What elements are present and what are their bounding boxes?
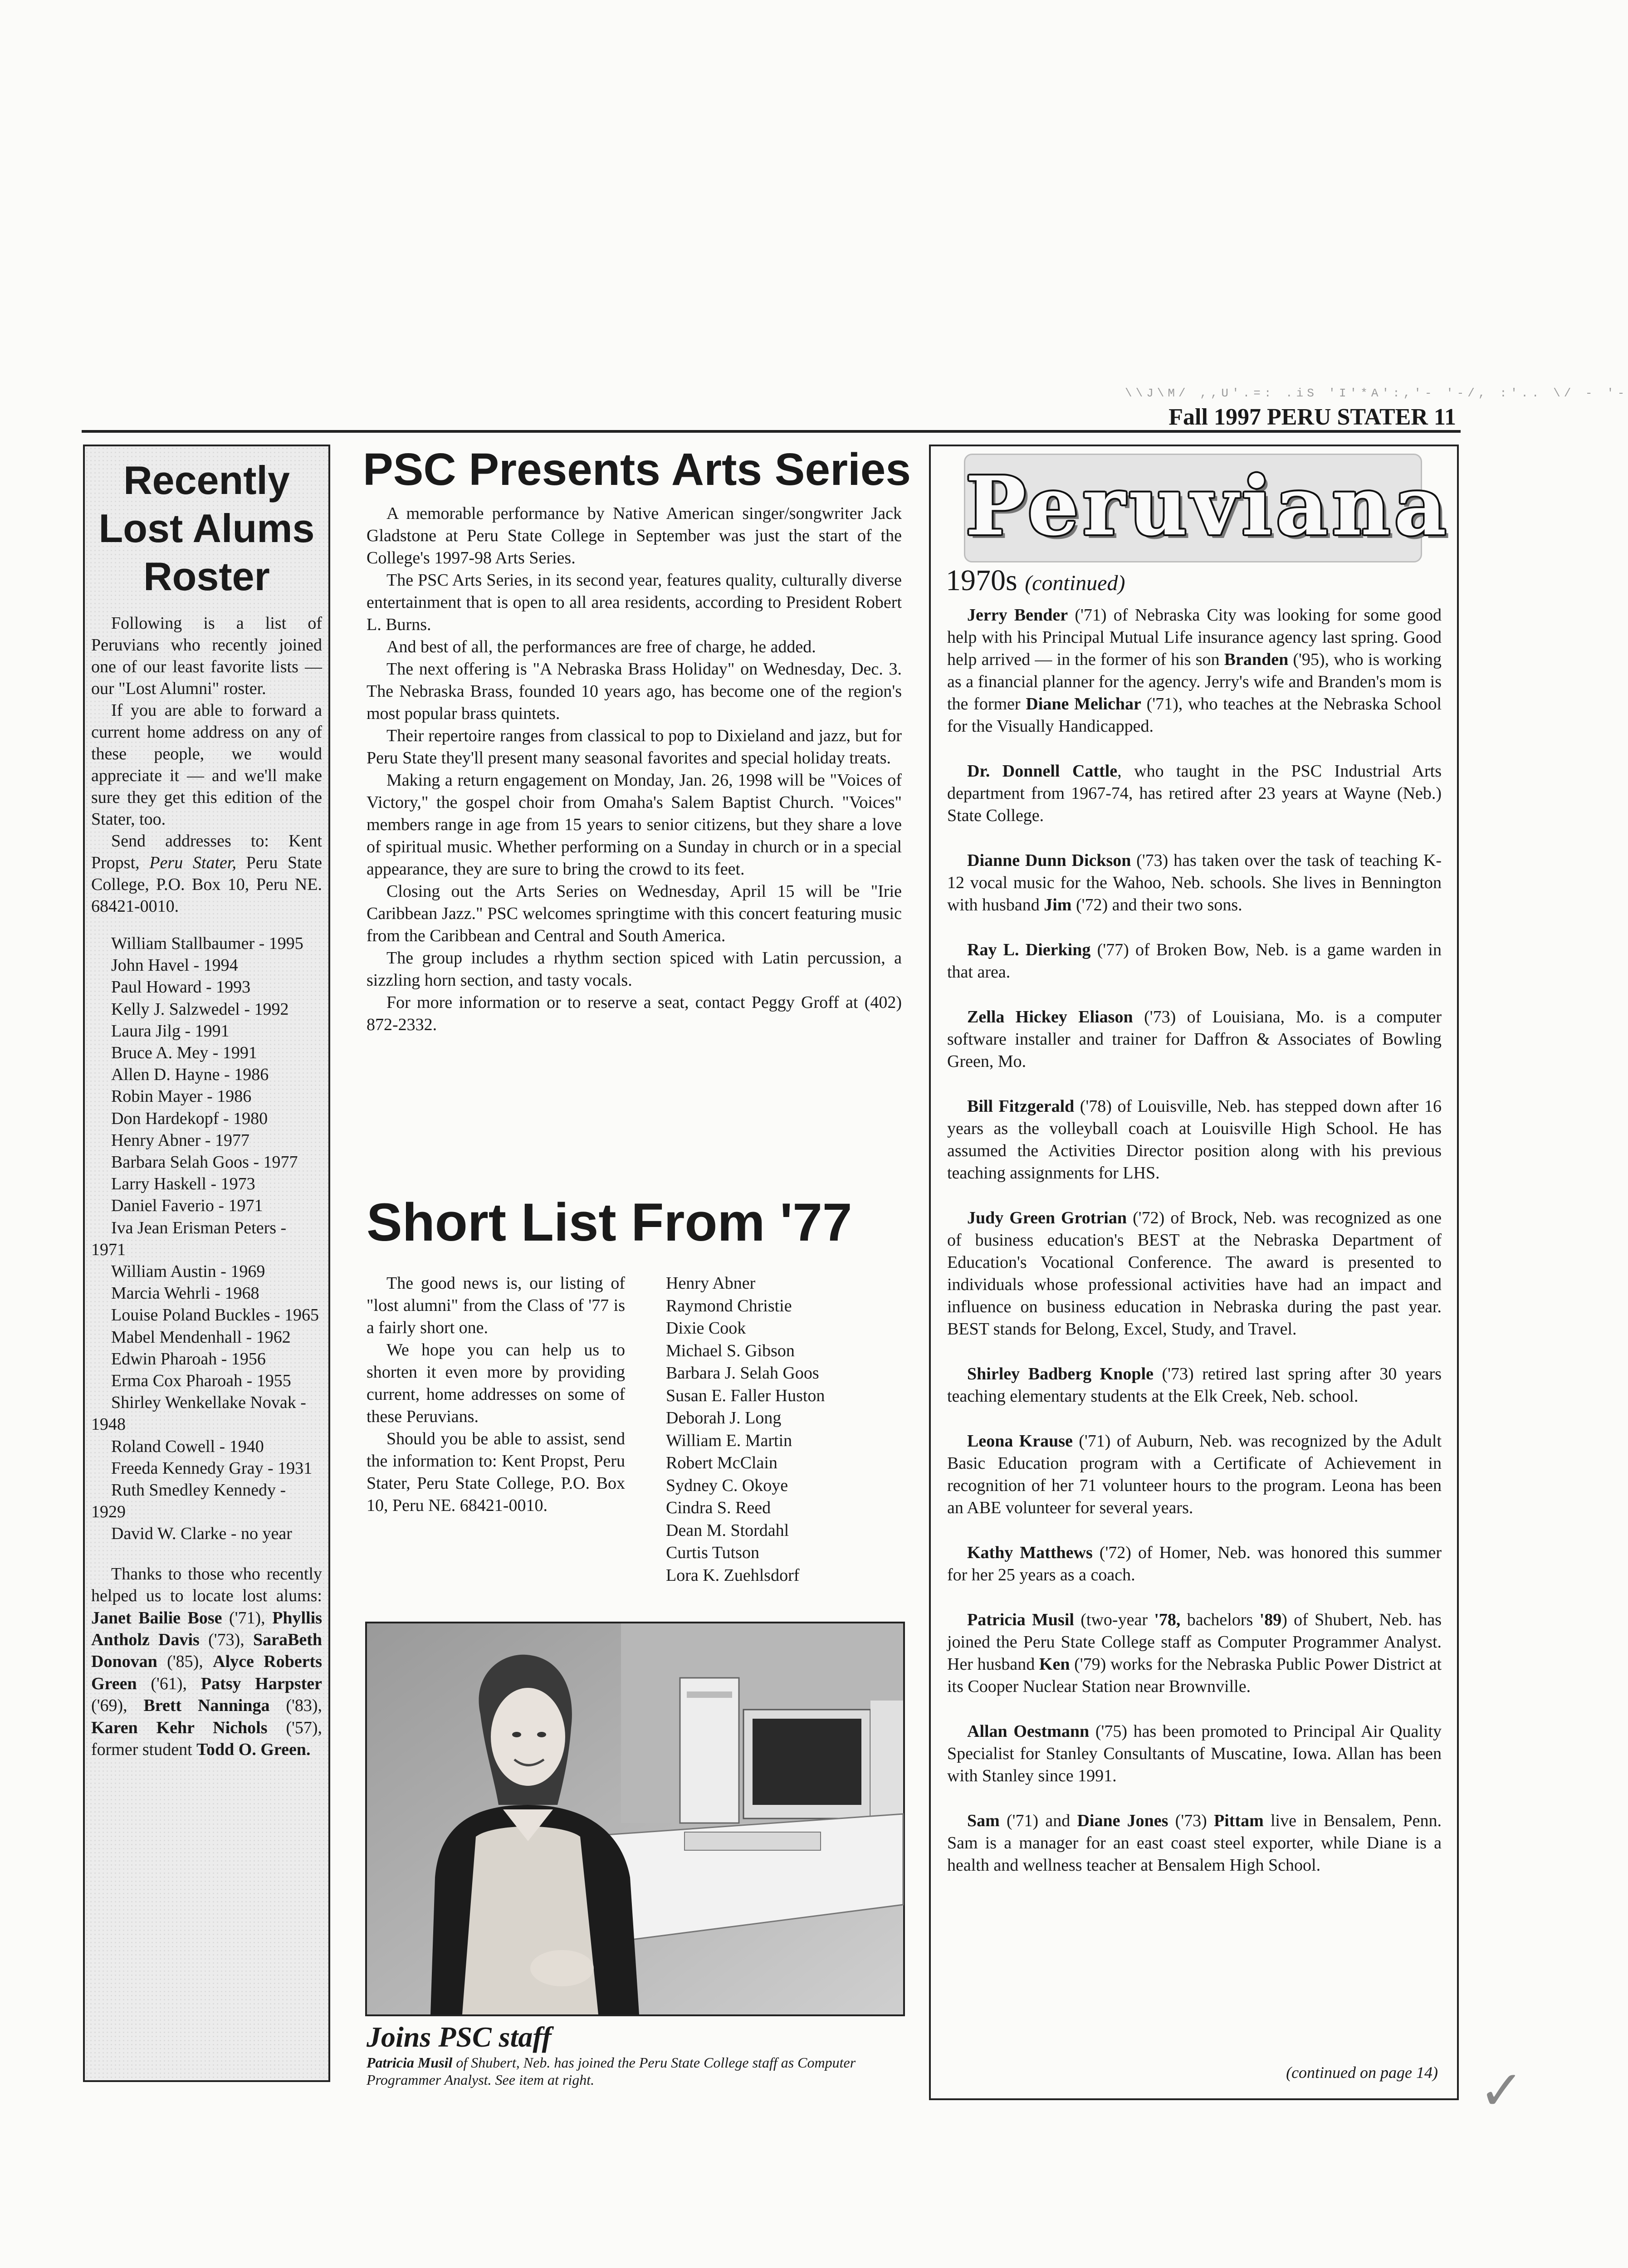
alum-name: Patricia Musil [967,1610,1074,1629]
class-of-77-name: Robert McClain [666,1453,777,1472]
alumni-note [947,1609,1442,1698]
lost-alum-entry: Barbara Selah Goos - 1977 [111,1153,298,1172]
alumni-note [947,760,1442,827]
photo-illustration [367,1623,903,2014]
lost-alum-entry: Kelly J. Salzwedel - 1992 [111,999,289,1019]
arts-series-article [367,503,902,1036]
publication-name: Peru Stater, [149,853,236,872]
note-text: , who taught in the PSC Industrial Arts department from 1967-74, has retired after 23 years at Wayne (Neb.) State College. [947,762,1442,825]
alumni-note [947,939,1442,983]
note-text: ('73) retired last spring after 30 years teaching elementary students at the Elk Creek, Neb. school. [947,1364,1442,1406]
alum-name: Alyce Roberts Green [91,1652,323,1693]
peruviana-banner [964,454,1450,562]
sidebar-title-line: Recently [123,458,290,503]
note-text: ('77) of Broken Bow, Neb. is a game warden in that area. [947,940,1442,982]
sidebar-title [91,456,322,601]
continued-note: (continued on page 14) [1286,2063,1438,2082]
note-text: live in Bensalem, Penn. Sam is a manager for an east coast steel exporter, while Diane is a health and wellness teacher at Bensalem High School. [947,1811,1442,1875]
note-text: ('73) [1168,1811,1214,1830]
short-list-paragraph: Should you be able to assist, send the information to: Kent Propst, Peru Stater, Peru State College, P.O. Box 10, Peru NE. 68421-0010. [367,1429,625,1515]
article-paragraph: Making a return engagement on Monday, Jan. 26, 1998 will be "Voices of Victory," the gospel choir from Omaha's Salem Baptist Church. "Voices" members range in age from 15 years to senior citizens, but they share a love of spiritual music. Whether performing on a Sunday in church or in a special appearance, they are sure to bring the crowd to its feet. [367,771,902,879]
alumni-note [947,604,1442,738]
alum-name: Branden [1224,650,1289,669]
alum-name: Jerry Bender [967,606,1068,625]
note-text: (two-year [1074,1610,1154,1629]
alum-name: Phyllis Antholz Davis [91,1608,322,1649]
decade-note: (continued) [1025,571,1125,595]
top-rule [82,430,1461,433]
thanks-text: ('83), [269,1696,322,1716]
alum-name: SaraBeth Donovan [91,1630,323,1672]
alum-name: Pittam [1214,1811,1264,1830]
class-of-77-name: Curtis Tutson [666,1543,759,1562]
sidebar-thanks [91,1563,322,1761]
alumni-note [947,850,1442,916]
note-text: ('71), who teaches at the Nebraska School for the Visually Handicapped. [947,694,1442,736]
arts-series-headline: PSC Presents Arts Series [363,444,911,495]
decade-heading [946,562,1125,601]
note-text: ('72) and their two sons. [1071,895,1242,914]
class-of-77-name: Barbara J. Selah Goos [666,1364,819,1383]
class-of-77-name: Sydney C. Okoye [666,1476,788,1495]
lost-alum-entry: Henry Abner - 1977 [111,1130,249,1150]
lost-alum-entry: Don Hardekopf - 1980 [111,1109,268,1128]
article-paragraph: The next offering is "A Nebraska Brass Holiday" on Wednesday, Dec. 3. The Nebraska Brass, founded 10 years ago, has become one of the region's most popular brass quintets. [367,660,902,723]
note-text: ('73) of Louisiana, Mo. is a computer software installer and trainer for Daffron & Associates of Bowling Green, Mo. [947,1007,1442,1071]
note-text: ('71) and [999,1811,1077,1830]
alum-name: '78, [1154,1610,1181,1629]
article-paragraph: Their repertoire ranges from classical to pop to Dixieland and jazz, but for Peru State they'll present many seasonal favorites and special holiday treats. [367,726,902,767]
lost-alum-entry: Roland Cowell - 1940 [111,1437,264,1456]
thanks-text: ('61), [137,1674,201,1693]
thanks-text: ('71), [222,1608,273,1628]
short-list-paragraph: The good news is, our listing of "lost alumni" from the Class of '77 is a fairly short one. [367,1274,625,1337]
alumni-note [947,1207,1442,1340]
alum-name: Zella Hickey Eliason [967,1007,1133,1026]
decade-label: 1970s [946,564,1017,597]
alumni-note [947,1721,1442,1787]
staff-photo [365,1622,905,2016]
alum-name: Shirley Badberg Knople [967,1364,1154,1383]
lost-alum-entry: Larry Haskell - 1973 [111,1174,255,1194]
alumni-note [947,1430,1442,1519]
lost-alum-entry: Shirley Wenkellake Novak - 1948 [91,1393,306,1434]
lost-alum-entry: Daniel Faverio - 1971 [111,1196,263,1216]
class-of-77-name: Deborah J. Long [666,1408,782,1427]
sidebar-paragraph: If you are able to forward a current home address on any of these people, we would appreciate it — and we'll make sure they get this edition of the Stater, too. [91,701,322,829]
alum-name: Allan Oestmann [967,1722,1090,1741]
alum-name: Judy Green Grotrian [967,1208,1127,1227]
class-of-77-name: Susan E. Faller Huston [666,1386,825,1405]
alum-name: Ken [1039,1655,1070,1674]
article-paragraph: For more information or to reserve a seat, contact Peggy Groff at (402) 872-2332. [367,993,902,1034]
address-text: Send addresses to: Kent Propst, [91,831,322,872]
thanks-text: ('57), former student [91,1718,322,1759]
lost-alum-entry: William Austin - 1969 [111,1262,265,1281]
header-speckle-text: \\J\M/ ,,U'.=: .iS 'I'*A':,'- '-/, :'.. \/ - '- [1125,386,1628,400]
thanks-text: Thanks to those who recently helped us to locate lost alums: [91,1564,322,1606]
alumni-note [947,1095,1442,1184]
sidebar-intro: Following is a list of Peruvians who recently joined one of our least favorite lists — our "Lost Alumni" roster. [91,614,322,698]
alum-name: Janet Bailie Bose [91,1608,222,1628]
note-text: ('72) of Brock, Neb. was recognized as one of business education's BEST at the Nebraska Department of Education's Vocational Conference. The award is presented to individuals whose professional activities have had an impact and influence on business education in Nebraska during the past year. BEST stands for Belong, Excel, Study, and Travel. [947,1208,1442,1339]
thanks-text: ('85), [157,1652,213,1672]
alum-name: Brett Nanninga [143,1696,270,1716]
lost-alum-entry: Bruce A. Mey - 1991 [111,1043,257,1063]
caption-name: Patricia Musil [367,2054,453,2071]
lost-alum-entry: Iva Jean Erisman Peters - 1971 [91,1218,287,1259]
alumni-note [947,1363,1442,1408]
sidebar-address [91,830,322,917]
lost-alum-entry: Laura Jilg - 1991 [111,1021,230,1041]
lost-alum-entry: Robin Mayer - 1986 [111,1087,252,1106]
class-of-77-name: Henry Abner [666,1274,756,1293]
alumni-notes [947,604,1442,1899]
alum-name: '89 [1259,1610,1282,1629]
class-of-77-name: Cindra S. Reed [666,1498,771,1517]
photo-caption-title: Joins PSC staff [367,2021,552,2053]
address-text: Peru State College, P.O. Box 10, Peru NE. 68421-0010. [91,853,322,916]
article-paragraph: The PSC Arts Series, in its second year, features quality, culturally diverse entertainment that is open to all area residents, according to President Robert L. Burns. [367,571,902,634]
article-paragraph: And best of all, the performances are free of charge, he added. [386,637,816,656]
class-of-77-name: Raymond Christie [666,1296,792,1315]
lost-alum-entry: Paul Howard - 1993 [111,978,251,997]
lost-alums-list [91,933,322,1545]
short-list-intro [367,1272,625,1517]
note-text: ('71) of Auburn, Neb. was recognized by the Adult Basic Education program with a Certificate of Achievement in recognition of her 71 volunteer hours to the program. Leona has been an ABE volunteer for several years. [947,1432,1442,1517]
thanks-text: ('69), [91,1696,144,1716]
lost-alum-entry: Ruth Smedley Kennedy - 1929 [91,1481,286,1522]
alumni-note [947,1542,1442,1586]
alumni-note [947,1810,1442,1877]
lost-alums-sidebar [83,445,330,2082]
alum-name: Jim [1044,895,1072,914]
lost-alum-entry: David W. Clarke - no year [111,1524,292,1544]
lost-alum-entry: William Stallbaumer - 1995 [111,934,303,953]
caption-text: of Shubert, Neb. has joined the Peru State College staff as Computer Programmer Analyst. See item at right. [367,2054,856,2088]
alum-name: Diane Jones [1077,1811,1168,1830]
note-text: ('73) has taken over the task of teaching K-12 vocal music for the Wahoo, Neb. schools. She lives in Bennington with husband [947,851,1442,914]
note-text: ('95), who is working as a financial planner for the agency. Jerry's wife and Branden's mom is the former [947,650,1442,714]
class-of-77-name: Michael S. Gibson [666,1341,795,1360]
lost-alum-entry: Allen D. Hayne - 1986 [111,1065,269,1085]
alum-name: Karen Kehr Nichols [91,1718,268,1737]
thanks-text: ('73), [199,1630,254,1649]
short-list-paragraph: We hope you can help us to shorten it even more by providing current, home addresses on some of these Peruvians. [367,1340,625,1426]
alum-name: Leona Krause [967,1432,1073,1451]
alum-name: Diane Melichar [1026,694,1141,714]
lost-alum-entry: Louise Poland Buckles - 1965 [111,1305,319,1325]
class-of-77-name: Dean M. Stordahl [666,1520,789,1540]
note-text: ('78) of Louisville, Neb. has stepped down after 16 years as the volleyball coach at Louisville High School. He has assumed the Activities Director position along with his previous teaching assignments for LHS. [947,1097,1442,1183]
page-folio: Fall 1997 PERU STATER 11 [1168,404,1456,430]
lost-alum-entry: John Havel - 1994 [111,956,238,975]
article-paragraph: A memorable performance by Native American singer/songwriter Jack Gladstone at Peru State College in September was just the start of the College's 1997-98 Arts Series. [367,504,902,567]
article-paragraph: The group includes a rhythm section spiced with Latin percussion, a sizzling horn section, and tasty vocals. [367,948,902,990]
lost-alum-entry: Erma Cox Pharoah - 1955 [111,1371,291,1391]
note-text: bachelors [1180,1610,1260,1629]
alum-name: Sam [967,1811,1000,1830]
class-of-77-name: Dixie Cook [666,1319,746,1338]
lost-alum-entry: Edwin Pharoah - 1956 [111,1349,266,1369]
note-text: ('72) of Homer, Neb. was honored this summer for her 25 years as a coach. [947,1543,1442,1584]
lost-alum-entry: Mabel Mendenhall - 1962 [111,1327,291,1347]
class-of-77-name: William E. Martin [666,1431,792,1450]
sidebar-title-line: Roster [143,554,270,599]
note-text: ('71) of Nebraska City was looking for some good help with his Principal Mutual Life insurance agency last spring. Good help arrived — in the former of his son [947,606,1442,669]
alum-name: Ray L. Dierking [967,940,1091,959]
note-text: ) of Shubert, Neb. has joined the Peru State College staff as Computer Programmer Analyst. Her husband [947,1610,1442,1674]
alum-name: Dr. Donnell Cattle [967,762,1118,781]
check-mark-icon: ✓ [1479,2059,1525,2122]
alum-name: Patsy Harpster [200,1674,322,1693]
class-of-77-name: Lora K. Zuehlsdorf [666,1565,800,1585]
alum-name: Bill Fitzgerald [967,1097,1075,1116]
banner-title: Peruviana [965,459,1450,553]
alum-name: Kathy Matthews [967,1543,1093,1562]
note-text: ('75) has been promoted to Principal Air Quality Specialist for Stanley Consultants of Muscatine, Iowa. Allan has been with Stanley since 1991. [947,1722,1442,1785]
class-of-77-list [666,1272,902,1587]
alum-name: Todd O. Green. [196,1740,311,1759]
lost-alum-entry: Marcia Wehrli - 1968 [111,1284,259,1303]
note-text: ('79) works for the Nebraska Public Power District at its Cooper Nuclear Station near Brownville. [947,1655,1442,1696]
sidebar-title-line: Lost Alums [98,506,315,551]
alum-name: Dianne Dunn Dickson [967,851,1131,870]
lost-alum-entry: Freeda Kennedy Gray - 1931 [111,1458,313,1478]
alumni-note [947,1006,1442,1073]
short-list-headline: Short List From '77 [367,1193,852,1252]
photo-caption [367,2054,904,2088]
article-paragraph: Closing out the Arts Series on Wednesday, April 15 will be "Irie Caribbean Jazz." PSC welcomes springtime with this concert featuring music from the Caribbean and Central and South America. [367,882,902,945]
